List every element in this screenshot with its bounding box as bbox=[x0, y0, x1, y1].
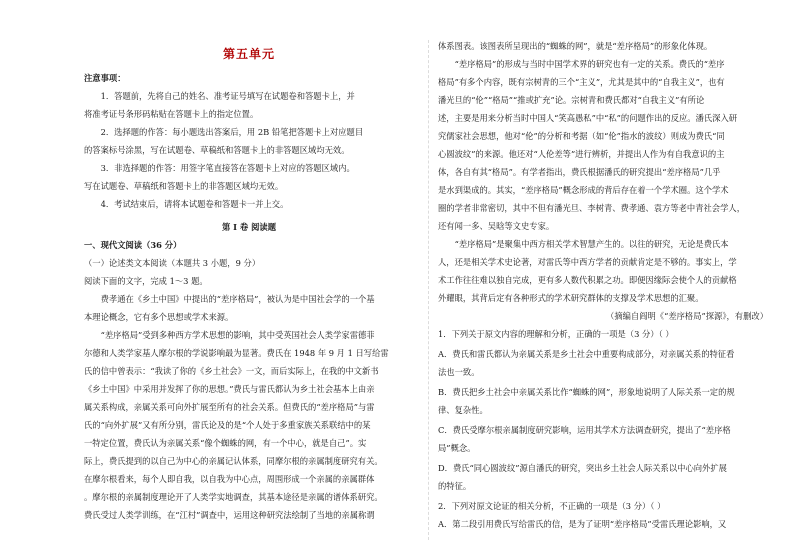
body-line: 格局”有多个内容，既有宗树青的三个“主义”，尤其是其中的“自我主义”，也有 bbox=[438, 77, 725, 87]
body-line: 人，还是相关学术史论著，对雷氏等中西方学者的贡献肯定是不够的。事实上，学 bbox=[438, 257, 737, 267]
option-d-cont: 的特征。 bbox=[438, 481, 472, 491]
body-line: “差序格局”是聚集中西方相关学术智慧产生的。以往的研究，无论是费氏本 bbox=[454, 239, 729, 249]
option-c-cont: 局”概念。 bbox=[438, 443, 476, 453]
body-line: 体，各自有其“格局”。有学者指出，费氏根据潘氏的研究提出“差序格局”几乎 bbox=[438, 167, 721, 177]
body-line: 费孝通在《乡土中国》中提出的“差序格局”，被认为是中国社会学的一个基 bbox=[100, 294, 375, 304]
body-line: “差序格局”的形成与当时中国学术界的研究也有一定的关系。费氏的“差序 bbox=[454, 59, 725, 69]
notice-line: 2．选择题的作答：每小题选出答案后，用 2B 铅笔把答题卡上对应题目 bbox=[100, 127, 364, 137]
notice-line: 将准考证号条形码粘贴在答题卡上的指定位置。 bbox=[84, 109, 259, 119]
question-1: 1．下列关于原文内容的理解和分析，正确的一项是（3 分）（ ） bbox=[438, 329, 674, 339]
option-d: D．费氏“同心圆波纹”源自潘氏的研究，突出乡土社会人际关系以中心向外扩展 bbox=[438, 463, 727, 473]
body-line: 际上，费氏提到的以自己为中心的亲属记认体系，同摩尔根的亲属制度研究有关。 bbox=[84, 456, 383, 466]
notice-line: 写在试题卷、草稿纸和答题卡上的非答题区域均无效。 bbox=[84, 181, 284, 191]
body-line: 尔德和人类学家基人摩尔根的学说影响最为显著。费氏在 1948 年 9 月 1 日写给雷 bbox=[84, 348, 389, 358]
left-column bbox=[84, 0, 414, 560]
body-line: 圈的学者非常密切，其中不但有潘光旦、李树青、费孝通、袁方等老中青社会学人， bbox=[438, 203, 745, 213]
body-line: 在摩尔根看来，每个人即自我，以自我为中心点，周围形成一个亲属的亲属群体 bbox=[84, 474, 375, 484]
source-note: （摘编自阎明《“差序格局”探源》，有删改） bbox=[606, 311, 768, 321]
body-line: “差序格局”受到多种西方学术思想的影响，其中受英国社会人类学家雷德菲 bbox=[100, 330, 375, 340]
option-b: B．费氏把乡土社会中亲属关系比作“蜘蛛的网”，形象地说明了人际关系一定的规 bbox=[438, 387, 735, 397]
body-line: 本理论概念，它有多个思想或学术来源。 bbox=[84, 312, 234, 322]
option-a: A．第二段引用费氏写给雷氏的信，是为了证明“差序格局”受雷氏理论影响，又 bbox=[438, 519, 727, 529]
body-line: 还有闻一多、吴晗等文史专家。 bbox=[438, 221, 555, 231]
option-b-cont: 律、复杂性。 bbox=[438, 405, 488, 415]
body-line: 潘光旦的“伦”“格局”“推或扩充”论。宗树青和费氏都对“自我主义”有所论 bbox=[438, 95, 705, 105]
question-2: 2．下列对原文论证的相关分析，不正确的一项是（3 分）（ ） bbox=[438, 501, 666, 511]
section-heading: 第 Ⅰ 卷 阅读题 bbox=[221, 222, 277, 232]
body-line: 费氏受过人类学训练，在“江村”调查中，运用这种研究法绘制了当地的亲属称谓 bbox=[84, 510, 375, 520]
body-line: 属关系构成，亲属关系可向外扩展至所有的社会关系。但费氏的“差序格局”与雷 bbox=[84, 402, 375, 412]
body-line: 心圆波纹”的来源。他还对“人伦差等”进行辨析，并提出人作为有自我意识的主 bbox=[438, 149, 725, 159]
body-line: 术工作往往难以独自完成，更有多人数代积累之功。即便因缘际会使个人的贡献格 bbox=[438, 275, 737, 285]
body-line: 是水到渠成的。其实，“差序格局”概念形成的背后存在着一个学术圈。这个学术 bbox=[438, 185, 729, 195]
instruction: 阅读下面的文字，完成 1～3 题。 bbox=[84, 276, 208, 286]
notice-line: 3．非选择题的作答：用签字笔直接答在答题卡上对应的答题区域内。 bbox=[100, 163, 355, 173]
notice-line: 4．考试结束后，请将本试题卷和答题卡一并上交。 bbox=[100, 199, 289, 209]
body-line: 述，主要是用来分析当时中国人“笑高愚私”中“私”的问题作出的反应。潘氏深入研 bbox=[438, 113, 738, 123]
notice-line: 的答案标号涂黑，写在试题卷、草稿纸和答题卡上的非答题区域均无效。 bbox=[84, 145, 350, 155]
option-a: A．费氏和雷氏都认为亲属关系是乡土社会中重要构成部分，对亲属关系的特征看 bbox=[438, 349, 735, 359]
body-line: 体系图表。该图表所呈现出的“蜘蛛的网”，就是“差序格局”的形象化体现。 bbox=[438, 41, 713, 51]
notice-line: 1．答题前，先将自己的姓名、准考证号填写在试题卷和答题卡上，并 bbox=[100, 91, 355, 101]
body-line: 究儒家社会思想，他对“伦”的分析和考据（如“伦”指水的波纹）则成为费氏“同 bbox=[438, 131, 725, 141]
body-line: 。摩尔根的亲属制度理论开了人类学实地调查，其基本途径是亲属的谱体系研究。 bbox=[84, 492, 383, 502]
body-line: 《乡土中国》中采用并发挥了你的思想。”费氏与雷氏都认为乡土社会基本上由亲 bbox=[84, 384, 375, 394]
sub-heading: （一）论述类文本阅读（本题共 3 小题，9 分） bbox=[84, 258, 261, 268]
part-heading: 一、现代文阅读（36 分） bbox=[84, 240, 182, 250]
body-line: 氏的信中曾表示：“我读了你的《乡土社会》一文，而后实际上，在我的中文新书 bbox=[84, 366, 379, 376]
right-column bbox=[438, 0, 768, 560]
unit-title: 第五单元 bbox=[222, 47, 275, 61]
body-line: 一特定位置，费氏认为亲属关系“像个蜘蛛的网，有一个中心，就是自己”。实 bbox=[84, 438, 367, 448]
option-a-cont: 法也一致。 bbox=[438, 367, 480, 377]
notice-heading: 注意事项： bbox=[84, 73, 126, 83]
column-divider bbox=[428, 40, 429, 540]
option-c: C．费氏受摩尔根亲属制度研究影响，运用其学术方法调查研究，提出了“差序格 bbox=[438, 425, 731, 435]
body-line: 外耀眼，其背后定有各种形式的学术研究群体的支撑及学术思想的汇聚。 bbox=[438, 293, 704, 303]
body-line: 氏的“向外扩展”又有所分别，雷氏论及的是“个人处于多重家族关系联结中的某 bbox=[84, 420, 371, 430]
